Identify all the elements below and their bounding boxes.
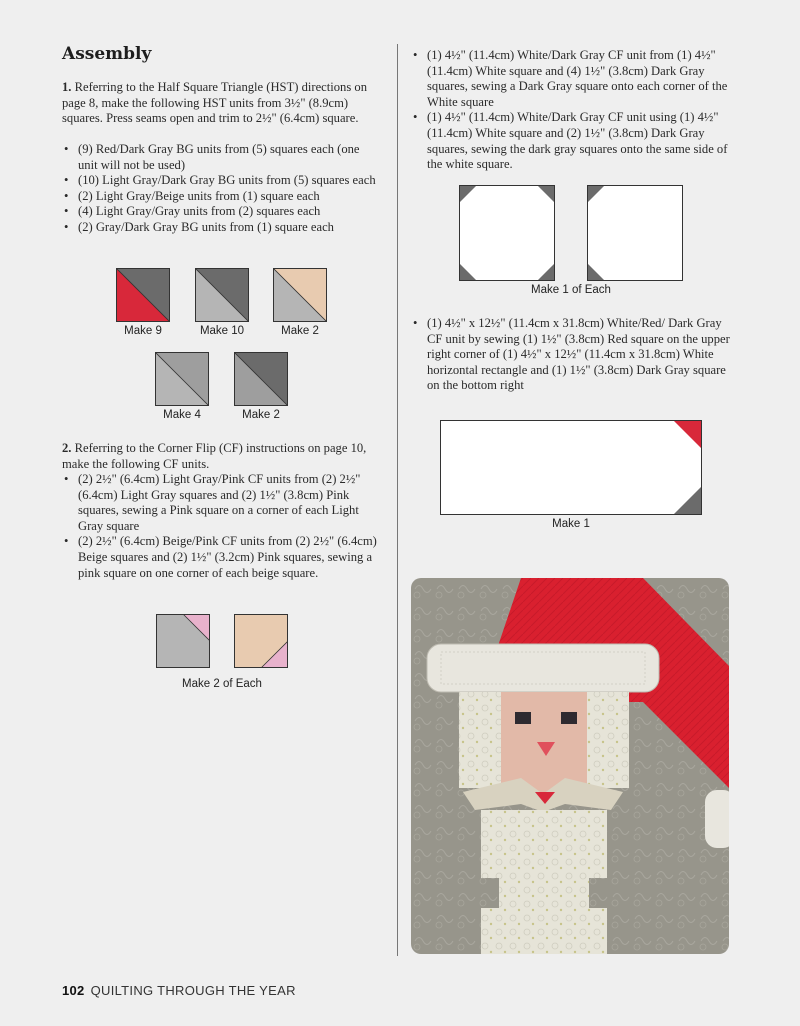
step1-bullet: • (9) Red/Dark Gray BG units from (5) squares each (one unit will not be used) (62, 142, 382, 173)
step2-text: Referring to the Corner Flip (CF) instructions on page 10, make the following CF units. (62, 441, 367, 471)
caption-make-4: Make 4 (163, 409, 201, 421)
hst-lightgray-darkgray-unit (195, 268, 249, 322)
column-divider (397, 44, 398, 956)
caption-make-2: Make 2 (281, 325, 319, 337)
right-bullet: • (1) 4½" (11.4cm) White/Dark Gray CF unit from (1) 4½" (11.4cm) White square and (4) 1½" (3.8cm) Dark Gray squares, sewing a Dark Gray square onto each corner of the White square (411, 48, 731, 110)
step1-paragraph (62, 80, 382, 127)
hst-gray-darkgray-unit (234, 352, 288, 406)
step1-bullet-list (62, 142, 382, 236)
right-bullet-rect: • (1) 4½" x 12½" (11.4cm x 31.8cm) White/Red/ Dark Gray CF unit by sewing (1) 1½" (3.8cm) Red square on the upper right corner of (1) 4½" x 12½" (11.4cm x 31.8cm) White horizontal rectangle and (1) 1½" (3.8cm) Dark Gray square on the bottom right (411, 316, 731, 394)
step1-bullet: • (4) Light Gray/Gray units from (2) squares each (62, 204, 382, 220)
cf-white-rectangle-unit (440, 420, 702, 515)
step2-paragraph (62, 441, 382, 472)
caption-make-1: Make 1 (552, 518, 590, 530)
hst-lightgray-beige-unit (273, 268, 327, 322)
cf-beige-pink-unit (234, 614, 288, 668)
step2-bullet-list (62, 472, 382, 581)
cf-white-four-corner-unit (459, 185, 555, 281)
cf-lightgray-pink-unit (156, 614, 210, 668)
book-title: QUILTING THROUGH THE YEAR (90, 983, 296, 998)
step2-bullet: • (2) 2½" (6.4cm) Beige/Pink CF units from (2) 2½" (6.4cm) Beige squares and (2) 1½" (3.2cm) Pink squares, sewing a pink square on one corner of each beige square. (62, 534, 382, 581)
hst-lightgray-gray-unit (155, 352, 209, 406)
caption-make-2-of-each: Make 2 of Each (182, 678, 262, 690)
santa-quilt-photo (411, 578, 729, 954)
step1-bullet: • (2) Gray/Dark Gray BG units from (1) square each (62, 220, 382, 236)
step1-text: Referring to the Half Square Triangle (HST) directions on page 8, make the following HST units from 3½" (8.9cm) squares. Press seams open and trim to 2½" (6.4cm) square. (62, 80, 368, 126)
hst-red-darkgray-unit (116, 268, 170, 322)
caption-make-9: Make 9 (124, 325, 162, 337)
caption-make-1-of-each: Make 1 of Each (531, 284, 611, 296)
cf-white-two-corner-unit (587, 185, 683, 281)
right-bullet: • (1) 4½" (11.4cm) White/Dark Gray CF unit using (1) 4½" (11.4cm) White square and (2) 1½" (3.8cm) Dark Gray squares, sewing the dark gray squares onto the same side of the white square. (411, 110, 731, 172)
page-footer (62, 983, 296, 998)
step1-bullet: • (2) Light Gray/Beige units from (1) square each (62, 189, 382, 205)
page-number: 102 (62, 983, 85, 998)
step2-number: 2. (62, 441, 72, 455)
step1-number: 1. (62, 80, 72, 94)
step2-bullet: • (2) 2½" (6.4cm) Light Gray/Pink CF units from (2) 2½" (6.4cm) Light Gray squares and (2) 1½" (3.8cm) Pink squares, sewing a Pink square on a corner of each Light Gray square (62, 472, 382, 534)
right-bullet-list-top (411, 48, 731, 173)
step1-bullet: • (10) Light Gray/Dark Gray BG units from (5) squares each (62, 173, 382, 189)
right-bullet-list-rect (411, 316, 731, 394)
caption-make-10: Make 10 (199, 325, 245, 337)
section-title: Assembly (62, 44, 152, 64)
caption-make-2-second: Make 2 (242, 409, 280, 421)
